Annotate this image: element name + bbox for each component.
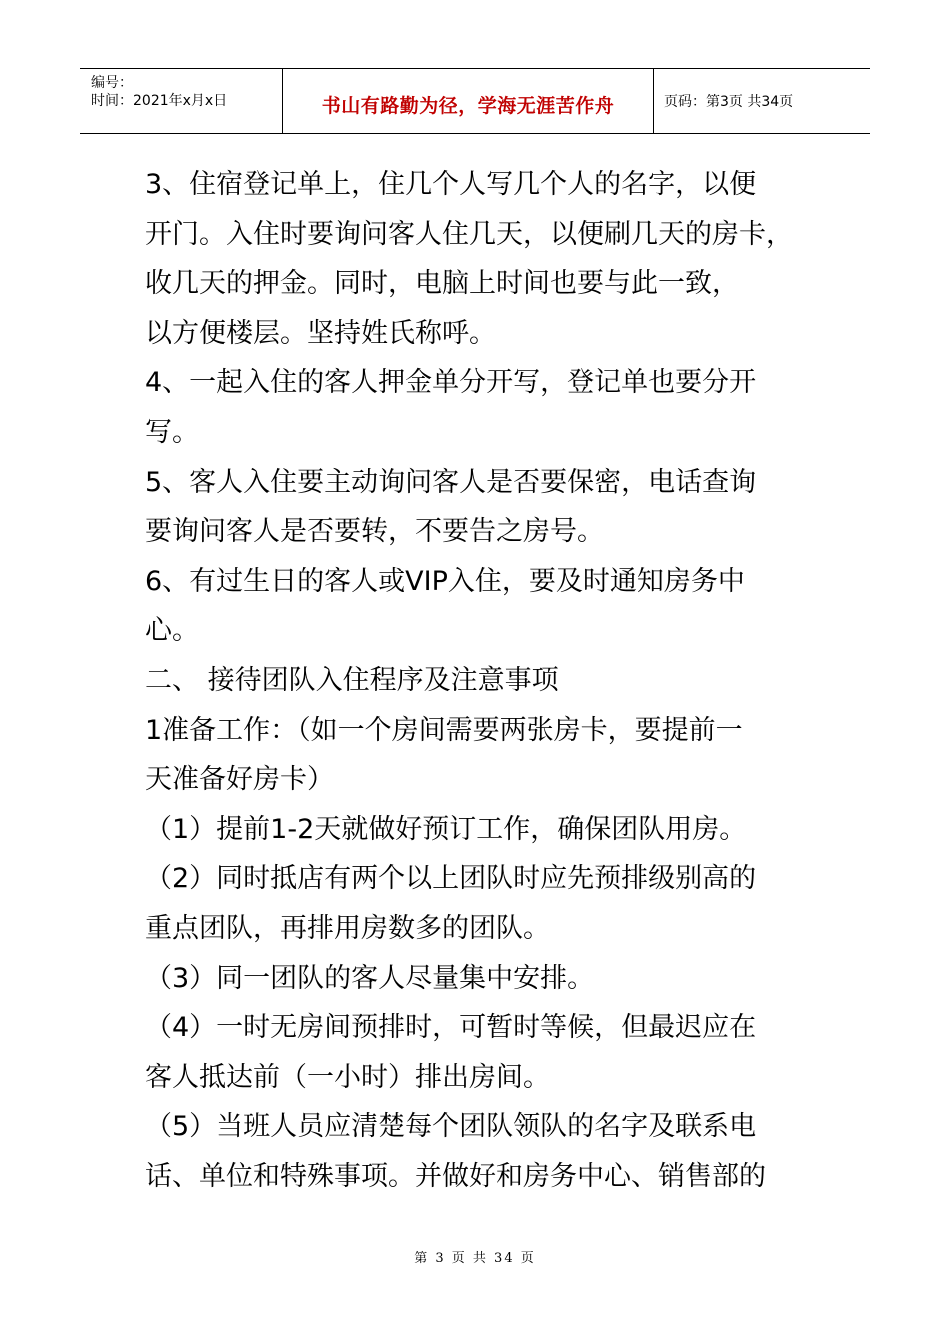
body-line: 5、客人入住要主动询问客人是否要保密，电话查询	[145, 466, 757, 498]
body-line: （2）同时抵店有两个以上团队时应先预排级别高的	[145, 863, 757, 895]
body-line: （1）提前1-2天就做好预订工作，确保团队用房。	[145, 813, 747, 845]
body-line: 话、单位和特殊事项。并做好和房务中心、销售部的	[145, 1160, 766, 1192]
body-line: 天准备好房卡）	[145, 764, 334, 796]
body-line: 收几天的押金。同时，电脑上时间也要与此一致，	[145, 268, 739, 300]
body-line: 要询问客人是否要转，不要告之房号。	[145, 516, 604, 548]
document-body	[145, 160, 810, 1201]
body-line: （5）当班人员应清楚每个团队领队的名字及联系电	[145, 1111, 757, 1143]
body-line: 1准备工作：（如一个房间需要两张房卡，要提前一	[145, 714, 743, 746]
body-line: 心。	[145, 615, 199, 647]
body-line: 写。	[145, 416, 199, 448]
body-line: 4、一起入住的客人押金单分开写，登记单也要分开	[145, 367, 757, 399]
body-line: （3）同一团队的客人尽量集中安排。	[145, 962, 595, 994]
body-line: 重点团队，再排用房数多的团队。	[145, 912, 550, 944]
header-motto-cell	[282, 69, 654, 133]
header-motto: 书山有路勤为径，学海无涯苦作舟	[321, 94, 615, 117]
document-number-label: 编号：	[91, 75, 133, 91]
body-line: 3、住宿登记单上，住几个人写几个人的名字，以便	[145, 169, 757, 200]
body-line: 开门。入住时要询问客人住几天，以便刷几天的房卡，	[145, 218, 793, 250]
header-meta	[80, 69, 282, 133]
page-footer: 第 3 页 共 34 页	[414, 1251, 536, 1266]
body-line: 以方便楼层。坚持姓氏称呼。	[145, 317, 496, 349]
body-line: 6、有过生日的客人或VIP入住，要及时通知房务中	[145, 565, 745, 597]
page-header	[80, 68, 870, 134]
document-date: 时间：2021年x月x日	[91, 93, 228, 109]
section-heading: 二、 接待团队入住程序及注意事项	[145, 664, 559, 696]
header-page-info: 页码：第3页 共34页	[664, 94, 794, 110]
body-line: （4）一时无房间预排时，可暂时等候，但最迟应在	[145, 1012, 757, 1044]
header-page-cell	[654, 69, 870, 133]
body-line: 客人抵达前（一小时）排出房间。	[145, 1061, 550, 1093]
